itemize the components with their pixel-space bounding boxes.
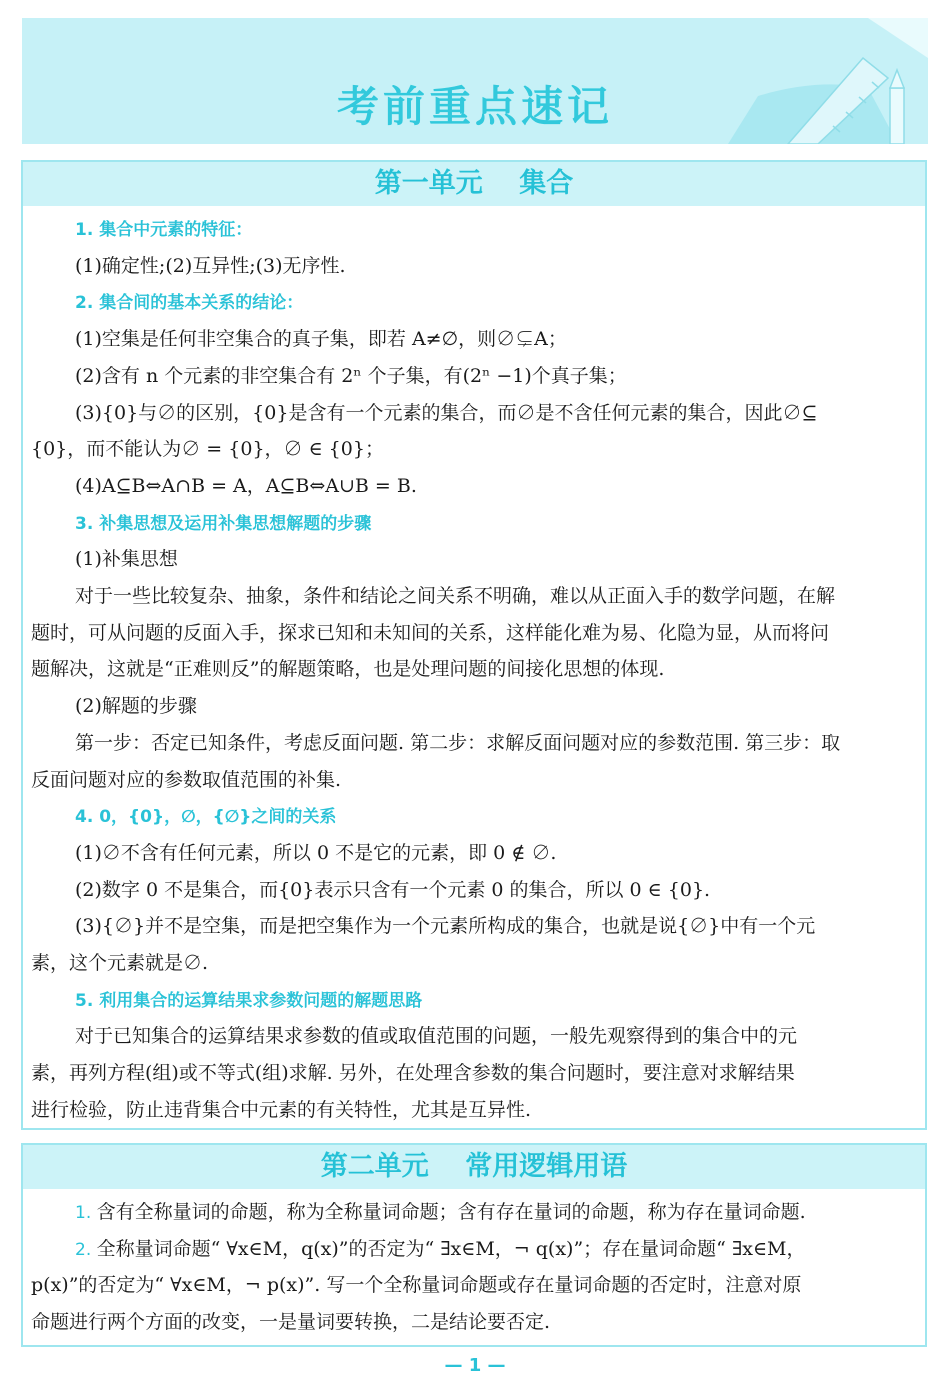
paragraph-line: (4)A⊆B⇔A∩B = A，A⊆B⇔A∪B = B. <box>75 474 417 497</box>
paragraph-line: (2)解题的步骤 <box>75 695 197 718</box>
paragraph-line: (3){∅}并不是空集，而是把空集作为一个元素所构成的集合，也就是说{∅}中有一个元 <box>75 915 816 938</box>
unit-one-section <box>21 160 927 1130</box>
paragraph-continuation: 进行检验，防止违背集合中元素的有关特性，尤其是互异性. <box>31 1098 532 1121</box>
paragraph-continuation: 反面问题对应的参数取值范围的补集. <box>31 768 342 791</box>
unit-one-title: 第一单元 集合 <box>23 162 925 206</box>
paragraph-line: (1)确定性;(2)互异性;(3)无序性. <box>75 254 346 277</box>
paragraph-line: (1)补集思想 <box>75 548 178 571</box>
paragraph-line: 第一步：否定已知条件，考虑反面问题. 第二步：求解反面问题对应的参数范围. 第三步：取 <box>75 731 841 754</box>
page-number: — 1 — <box>444 1355 506 1376</box>
numbered-paragraph <box>75 1203 806 1222</box>
paragraph-line: (3){0}与∅的区别，{0}是含有一个元素的集合，而∅是不含任何元素的集合，因此∅⊆ <box>75 401 818 424</box>
paragraph-continuation: {0}，而不能认为∅ = {0}，∅ ∈ {0}； <box>31 438 384 461</box>
header-banner <box>22 18 928 144</box>
page-title: 考前重点速记 <box>336 82 613 131</box>
paragraph-line: 对于一些比较复杂、抽象，条件和结论之间关系不明确，难以从正面入手的数学问题，在解 <box>75 585 836 607</box>
paragraph-line: 对于已知集合的运算结果求参数的值或取值范围的问题，一般先观察得到的集合中的元 <box>75 1025 798 1048</box>
paragraph-text: 含有全称量词的命题，称为全称量词命题；含有存在量词的命题，称为存在量词命题. <box>96 1201 806 1223</box>
unit-two-section <box>21 1143 927 1347</box>
paragraph-text: 全称量词命题“ ∀x∈M，q(x)”的否定为“ ∃x∈M，¬ q(x)”；存在量词命题“ ∃x∈M， <box>96 1237 806 1260</box>
paragraph-line: (2)数字 0 不是集合，而{0}表示只含有一个元素 0 的集合，所以 0 ∈ {0}. <box>75 878 711 901</box>
paragraph-line: (1)空集是任何非空集合的真子集，即若 A≠∅，则∅⊊A； <box>75 328 567 351</box>
section-heading: 4. 0，{0}，∅，{∅}之间的关系 <box>75 807 337 828</box>
paragraph-line: (2)含有 n 个元素的非空集合有 2ⁿ 个子集，有(2ⁿ −1)个真子集； <box>75 364 627 387</box>
item-number: 1. <box>75 1203 97 1223</box>
section-heading: 2. 集合间的基本关系的结论： <box>75 293 304 314</box>
paragraph-continuation: 命题进行两个方面的改变，一是量词要转换，二是结论要否定. <box>31 1310 551 1333</box>
paragraph-continuation: p(x)”的否定为“ ∀x∈M，¬ p(x)”. 写一个全称量词命题或存在量词命题的否定时，注意对原 <box>31 1274 802 1296</box>
paragraph-continuation: 题解决，这就是“正难则反”的解题策略，也是处理问题的间接化思想的体现. <box>31 658 665 681</box>
unit-two-title: 第二单元 常用逻辑用语 <box>23 1145 925 1189</box>
item-number: 2. <box>75 1239 97 1260</box>
section-heading: 5. 利用集合的运算结果求参数问题的解题思路 <box>75 990 423 1011</box>
section-heading: 1. 集合中元素的特征： <box>75 220 253 240</box>
paragraph-continuation: 素，再列方程(组)或不等式(组)求解. 另外，在处理含参数的集合问题时，要注意对求解结果 <box>31 1062 795 1085</box>
paragraph-continuation: 题时，可从问题的反面入手，探求已知和未知间的关系，这样能化难为易、化隐为显，从而将问 <box>31 621 830 644</box>
numbered-paragraph <box>75 1237 806 1260</box>
paragraph-continuation: 素，这个元素就是∅. <box>31 952 209 974</box>
section-heading: 3. 补集思想及运用补集思想解题的步骤 <box>75 513 372 534</box>
paragraph-line: (1)∅不含有任何元素，所以 0 不是它的元素，即 0 ∉ ∅. <box>75 841 557 864</box>
